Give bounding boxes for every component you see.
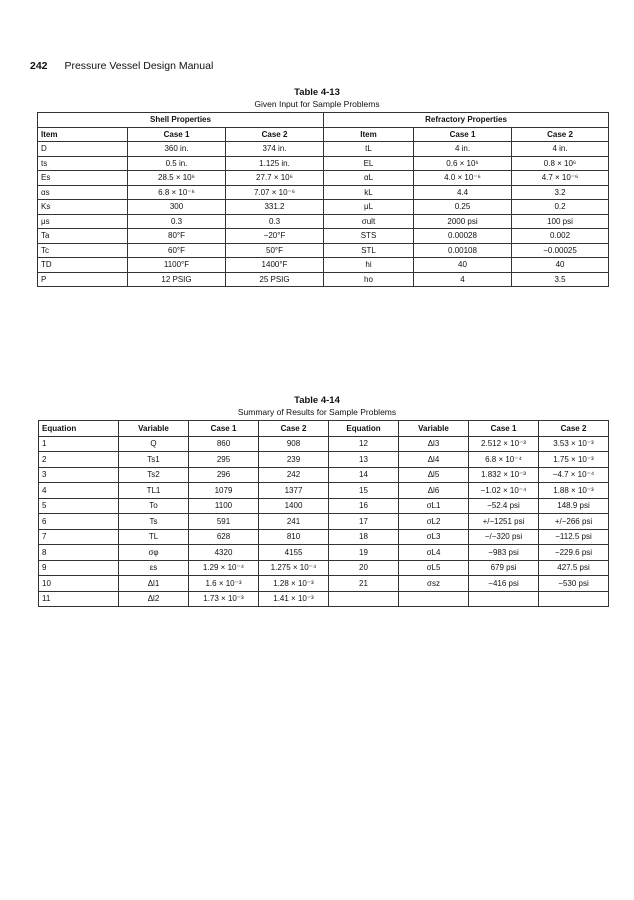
table-cell: 1400°F [226,258,324,273]
table-cell: −4.7 × 10⁻⁴ [539,467,609,483]
table-cell: 908 [259,436,329,452]
table-cell: 100 psi [512,214,609,229]
table-cell: EL [324,156,414,171]
table-row [38,243,609,258]
table-cell: 7 [39,529,119,545]
table-cell: 4.7 × 10⁻⁶ [512,171,609,186]
table-cell: 10 [39,576,119,592]
table-cell: 1100 [189,498,259,514]
table-cell: P [38,272,128,287]
table-cell: STL [324,243,414,258]
table14-subtitle: Summary of Results for Sample Problems [237,407,397,417]
table14-caption [0,395,634,418]
table-cell: σL2 [399,514,469,530]
table-cell: 80°F [128,229,226,244]
table-cell: −1.02 × 10⁻⁴ [469,483,539,499]
table-cell: 0.3 [226,214,324,229]
table-row [38,272,609,287]
page-header [30,60,213,72]
table-cell: 6.8 × 10⁻⁶ [128,185,226,200]
table-cell: Δl6 [399,483,469,499]
table-cell: 14 [329,467,399,483]
table-cell: 9 [39,560,119,576]
table-cell: 3.5 [512,272,609,287]
table-cell: 25 PSIG [226,272,324,287]
table-cell: 3 [39,467,119,483]
table-cell: αs [38,185,128,200]
table-cell: 242 [259,467,329,483]
table-cell: 13 [329,452,399,468]
table-cell: TL1 [119,483,189,499]
table-cell: 0.8 × 10⁶ [512,156,609,171]
table-cell: 628 [189,529,259,545]
table-row [38,185,609,200]
table-cell: 0.002 [512,229,609,244]
table-cell: +/−266 psi [539,514,609,530]
table-cell: Δl3 [399,436,469,452]
table-cell: σult [324,214,414,229]
table-row [38,229,609,244]
table-cell: +/−1251 psi [469,514,539,530]
table-cell: 239 [259,452,329,468]
table-cell: 17 [329,514,399,530]
column-header: Case 2 [226,127,324,142]
table-cell: αL [324,171,414,186]
table-cell: 16 [329,498,399,514]
table-cell: Q [119,436,189,452]
table-cell: 40 [512,258,609,273]
table-row [38,142,609,157]
table-row [38,258,609,273]
column-header: Case 2 [539,421,609,437]
table13-number: Table 4-13 [294,87,340,98]
table-row [39,436,609,452]
table-cell: 679 psi [469,560,539,576]
table-cell: 1.41 × 10⁻³ [259,591,329,607]
table-cell: 295 [189,452,259,468]
table-cell: Ts1 [119,452,189,468]
table-cell: 4 in. [512,142,609,157]
table-cell: 1.29 × 10⁻⁴ [189,560,259,576]
table-row [39,514,609,530]
table-cell: 18 [329,529,399,545]
column-header: Case 1 [469,421,539,437]
table-cell: μs [38,214,128,229]
table-cell: tL [324,142,414,157]
column-header: Case 1 [128,127,226,142]
table-cell: 1.275 × 10⁻⁴ [259,560,329,576]
table-row [38,171,609,186]
table-cell: STS [324,229,414,244]
table-cell: 20 [329,560,399,576]
table-cell: TD [38,258,128,273]
table-cell: 27.7 × 10⁶ [226,171,324,186]
table-row [39,452,609,468]
table-cell: 1.125 in. [226,156,324,171]
table13-subtitle: Given Input for Sample Problems [254,99,380,109]
table-cell: 12 PSIG [128,272,226,287]
table-cell: −229.6 psi [539,545,609,561]
shell-properties-heading: Shell Properties [38,113,324,128]
table-cell: 374 in. [226,142,324,157]
table-row [39,483,609,499]
table-cell: 591 [189,514,259,530]
table-cell: 21 [329,576,399,592]
table-cell: Ks [38,200,128,215]
table-cell: 1.28 × 10⁻³ [259,576,329,592]
table-cell: Ts2 [119,467,189,483]
table-cell: Δl5 [399,467,469,483]
table-cell: σL5 [399,560,469,576]
table-cell: σsz [399,576,469,592]
table-cell: 28.5 × 10⁶ [128,171,226,186]
table-cell: 1.88 × 10⁻³ [539,483,609,499]
table-cell: σL4 [399,545,469,561]
table-cell: 4.0 × 10⁻⁶ [414,171,512,186]
table-cell: 148.9 psi [539,498,609,514]
table-cell: 8 [39,545,119,561]
table-cell: 1.6 × 10⁻³ [189,576,259,592]
table-cell: 810 [259,529,329,545]
column-header: Item [324,127,414,142]
column-header: Item [38,127,128,142]
table-cell: Ta [38,229,128,244]
table-cell: 11 [39,591,119,607]
column-header: Equation [39,421,119,437]
table-cell: 1100°F [128,258,226,273]
table-row [38,156,609,171]
table-cell: 5 [39,498,119,514]
table-cell: Es [38,171,128,186]
table-cell: 296 [189,467,259,483]
table-cell [399,591,469,607]
table-cell: εs [119,560,189,576]
table-row [39,545,609,561]
table-cell: ts [38,156,128,171]
table-cell: 12 [329,436,399,452]
table-cell: ho [324,272,414,287]
table-cell: Ts [119,514,189,530]
table-cell: 860 [189,436,259,452]
page-number: 242 [30,60,48,72]
table-cell: σφ [119,545,189,561]
table-cell: 1079 [189,483,259,499]
table-cell: 427.5 psi [539,560,609,576]
column-header: Case 2 [512,127,609,142]
table-cell: 6.8 × 10⁻⁴ [469,452,539,468]
table-cell: 0.25 [414,200,512,215]
table-cell: Tc [38,243,128,258]
results-table [38,420,609,607]
table-row [39,529,609,545]
table-cell: 60°F [128,243,226,258]
table-cell: 0.00108 [414,243,512,258]
table-row [39,591,609,607]
table-cell: D [38,142,128,157]
table-cell: σL3 [399,529,469,545]
table-cell: TL [119,529,189,545]
table-cell: −20°F [226,229,324,244]
table-cell: 1.832 × 10⁻³ [469,467,539,483]
table-cell: 0.3 [128,214,226,229]
input-table [37,112,609,287]
table-cell: 40 [414,258,512,273]
table-cell: 4 in. [414,142,512,157]
column-header: Case 1 [189,421,259,437]
table-cell: 3.2 [512,185,609,200]
table-cell: −0.00025 [512,243,609,258]
table-cell: 1.75 × 10⁻³ [539,452,609,468]
table-cell: 0.5 in. [128,156,226,171]
table-cell: Δl2 [119,591,189,607]
table-cell: 4 [414,272,512,287]
table-cell: 50°F [226,243,324,258]
table-row [39,498,609,514]
table-cell: μL [324,200,414,215]
table-cell: 7.07 × 10⁻⁶ [226,185,324,200]
table-cell: −983 psi [469,545,539,561]
table-cell: hi [324,258,414,273]
table-cell: 6 [39,514,119,530]
table-cell: Δl1 [119,576,189,592]
table-cell [469,591,539,607]
table-cell: −52.4 psi [469,498,539,514]
table-cell: 4320 [189,545,259,561]
column-header: Case 2 [259,421,329,437]
table-row [38,214,609,229]
table-cell: 2 [39,452,119,468]
table-row [38,200,609,215]
column-header: Equation [329,421,399,437]
table-cell: −112.5 psi [539,529,609,545]
table-row [39,467,609,483]
column-header: Variable [399,421,469,437]
book-title: Pressure Vessel Design Manual [64,60,214,72]
table-cell: 0.2 [512,200,609,215]
table-cell: 15 [329,483,399,499]
table-cell: 360 in. [128,142,226,157]
table13-caption [0,87,634,110]
table-cell: 241 [259,514,329,530]
table-cell: 2.512 × 10⁻³ [469,436,539,452]
table-cell: 300 [128,200,226,215]
table-cell: 0.6 × 10⁶ [414,156,512,171]
table-cell: 0.00028 [414,229,512,244]
table-cell: −/−320 psi [469,529,539,545]
table-cell: 3.53 × 10⁻³ [539,436,609,452]
table14-number: Table 4-14 [294,395,340,406]
column-header: Case 1 [414,127,512,142]
table-cell: 1377 [259,483,329,499]
table-cell: To [119,498,189,514]
table-cell: 1.73 × 10⁻³ [189,591,259,607]
refractory-properties-heading: Refractory Properties [324,113,609,128]
table-cell: 4155 [259,545,329,561]
table-cell: 4.4 [414,185,512,200]
table-cell: 331.2 [226,200,324,215]
table-cell: 1 [39,436,119,452]
table-cell [329,591,399,607]
table-cell: 2000 psi [414,214,512,229]
table-cell: 4 [39,483,119,499]
table-row [39,560,609,576]
table-cell: Δl4 [399,452,469,468]
table-cell: −530 psi [539,576,609,592]
table-cell: 1400 [259,498,329,514]
table-cell: 19 [329,545,399,561]
column-header: Variable [119,421,189,437]
table-cell: kL [324,185,414,200]
table-cell [539,591,609,607]
table-row [39,576,609,592]
table-cell: −416 psi [469,576,539,592]
table-cell: σL1 [399,498,469,514]
